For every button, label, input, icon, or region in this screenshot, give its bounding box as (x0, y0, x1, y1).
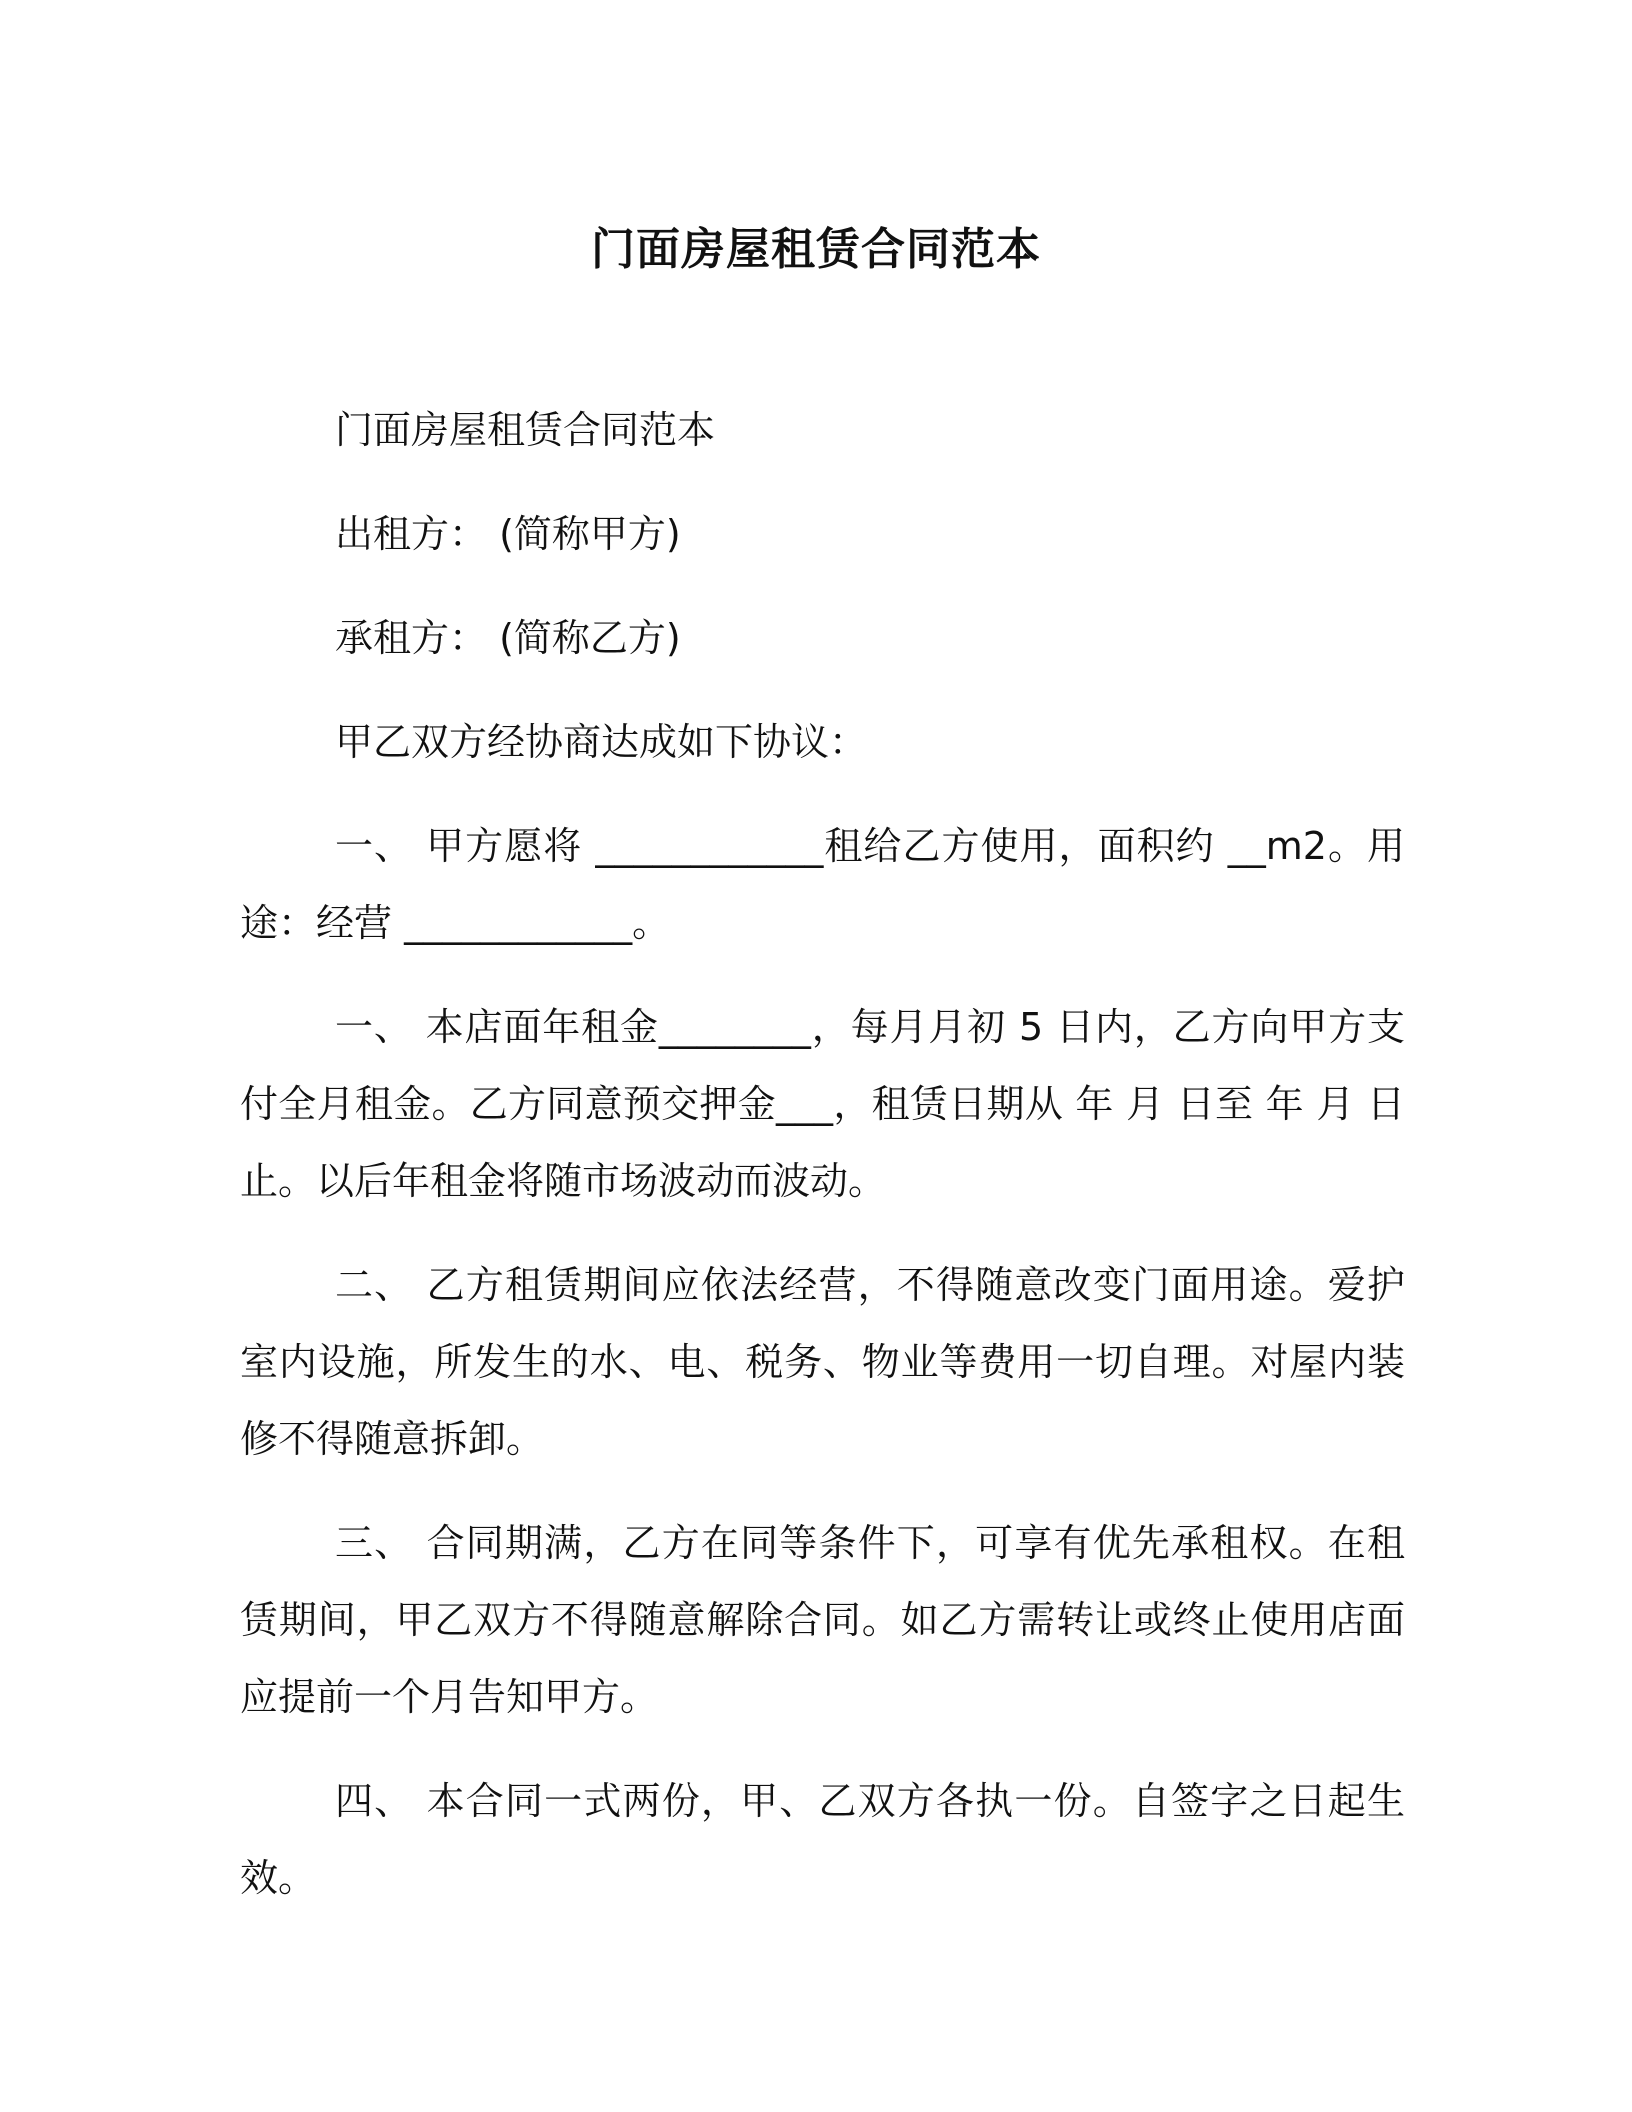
paragraph-agreement-intro: 甲乙双方经协商达成如下协议： (335, 720, 868, 764)
paragraph-clause-usage: 二、 乙方租赁期间应依法经营，不得随意改变门面用途。爱护室内设施，所发生的水、电、税务、物业等费用一切自理。对屋内装修不得随意拆卸。 (240, 1263, 1405, 1461)
paragraph-clause-copies: 四、 本合同一式两份，甲、乙双方各执一份。自签字之日起生效。 (240, 1779, 1405, 1900)
paragraph-clause-premises: 一、 甲方愿将 ____________租给乙方使用，面积约 __m2。用途：经营 ____________。 (240, 824, 1405, 945)
document-title: 门面房屋租赁合同范本 (591, 224, 1041, 275)
paragraph-clause-term: 三、 合同期满，乙方在同等条件下，可享有优先承租权。在租赁期间，甲乙双方不得随意解除合同。如乙方需转让或终止使用店面应提前一个月告知甲方。 (240, 1521, 1405, 1719)
paragraph-lessor: 出租方： (简称甲方) (335, 512, 681, 556)
paragraph-lessee: 承租方： (简称乙方) (335, 616, 681, 660)
paragraph-clause-rent: 一、 本店面年租金________，每月月初 5 日内，乙方向甲方支付全月租金。乙方同意预交押金___，租赁日期从 年 月 日至 年 月 日止。以后年租金将随市场波动而波动。 (240, 1005, 1405, 1203)
document-body (240, 392, 1405, 1944)
paragraph-subtitle: 门面房屋租赁合同范本 (335, 408, 716, 452)
